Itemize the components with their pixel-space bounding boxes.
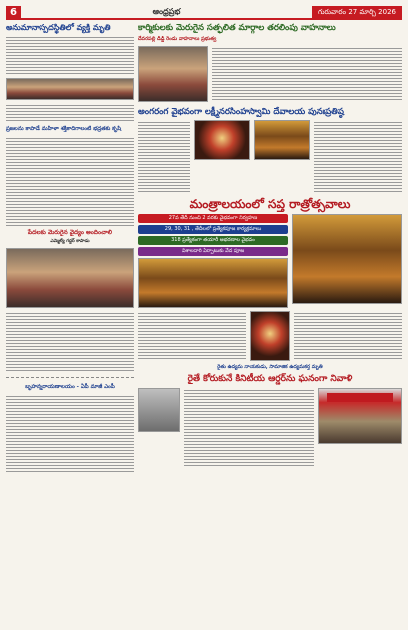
festival-info-box [138,214,288,308]
bottom-portrait [138,388,180,432]
left-photo-1 [6,78,134,100]
left-headline-3: పేదలకు మెరుగైన వైద్యం అందించాలి [27,229,113,236]
festival-text-b [294,311,402,361]
left-article-1-text-b [6,103,134,123]
left-caption-3: ఎమ్మెల్యే గద్దర్ కాపాడు [50,239,90,244]
top-right-subheadline: దేవరపల్లి డిడ్డి రెండు వాహనాలు ప్రభుత్వ [138,36,217,42]
top-right-body [138,46,402,102]
left-column [6,23,134,623]
divider [6,377,134,378]
festival-info-4: విశాలదారి ఏర్పాటుకు వేద పూజ [138,247,288,256]
bottom-body [138,388,402,468]
top-right-headline: కార్మికులకు మెరుగైన సత్ఫలిత మార్గాల తరలింపు వాహనాలు [138,23,336,33]
bottom-text-a [184,388,314,468]
temple-headline: అంగరంగ వైభవంగా లక్ష్మీనరసింహస్వామి దేవాలయ పునఃప్రతిష్ఠ [138,107,344,117]
festival-photo-1 [138,258,288,308]
festival-body [138,214,402,308]
festival-info-3: 318 ప్రత్యేకంగా తయారీ ఆభరణాల వైభవం [138,236,288,245]
bottom-small-headline: రైతు ఉద్యమ నాయకుడు, సామాజిక ఉద్యమకర్త మృతి [217,364,323,370]
page-number: 6 [6,6,21,19]
top-right-text [212,46,402,102]
left-photo-2 [6,248,134,308]
protest-banner [327,393,393,402]
festival-info-2: 29, 30, 31 , తేదీలలో ప్రత్యేకపూజ కార్యక్రమాలు [138,225,288,234]
left-headline-1: అనుమానాస్పదస్థితిలో వ్యక్తి మృతి [6,23,111,32]
left-article-3-text [6,311,134,371]
festival-photo-2 [292,214,402,304]
festival-headline: మంత్రాలయంలో సప్త రాత్రోత్సవాలు [189,197,351,211]
right-area [138,23,402,623]
top-right-photo [138,46,208,102]
bottom-protest-photo [318,388,402,444]
temple-text-b [314,120,402,194]
left-headline-4: బృహన్నరాయణాలయం - ఏపీ మాజీ ఎంపీ [25,384,115,390]
festival-info-1: 27వ తేదీ నుంచి 2 వరకు వైభవంగా నిర్వహణ [138,214,288,223]
temple-idol-photo [194,120,250,160]
festival-text-area [138,311,402,361]
temple-photo [254,120,310,160]
left-headline-2: ప్రజలను కాపాడే మహిళా శక్తికాదిగాలంటి భద్రతకు కృషి [6,126,122,132]
left-article-1-text [6,35,134,75]
temple-body [138,120,402,194]
temple-text-a [138,120,190,194]
left-article-2-text [6,136,134,226]
issue-date: గురువారం 27 మార్చి 2026 [312,6,402,19]
paper-name: ఆంధ్రప్రభ [152,6,181,16]
left-article-4-text [6,394,134,474]
festival-text-a [138,311,246,361]
festival-idol-photo [250,311,290,361]
bottom-headline: రైతే కోరుకునే కినిటీయ ఆర్డర్‌ను ఘనంగా నివాళి [187,374,353,384]
page-header [6,6,402,20]
